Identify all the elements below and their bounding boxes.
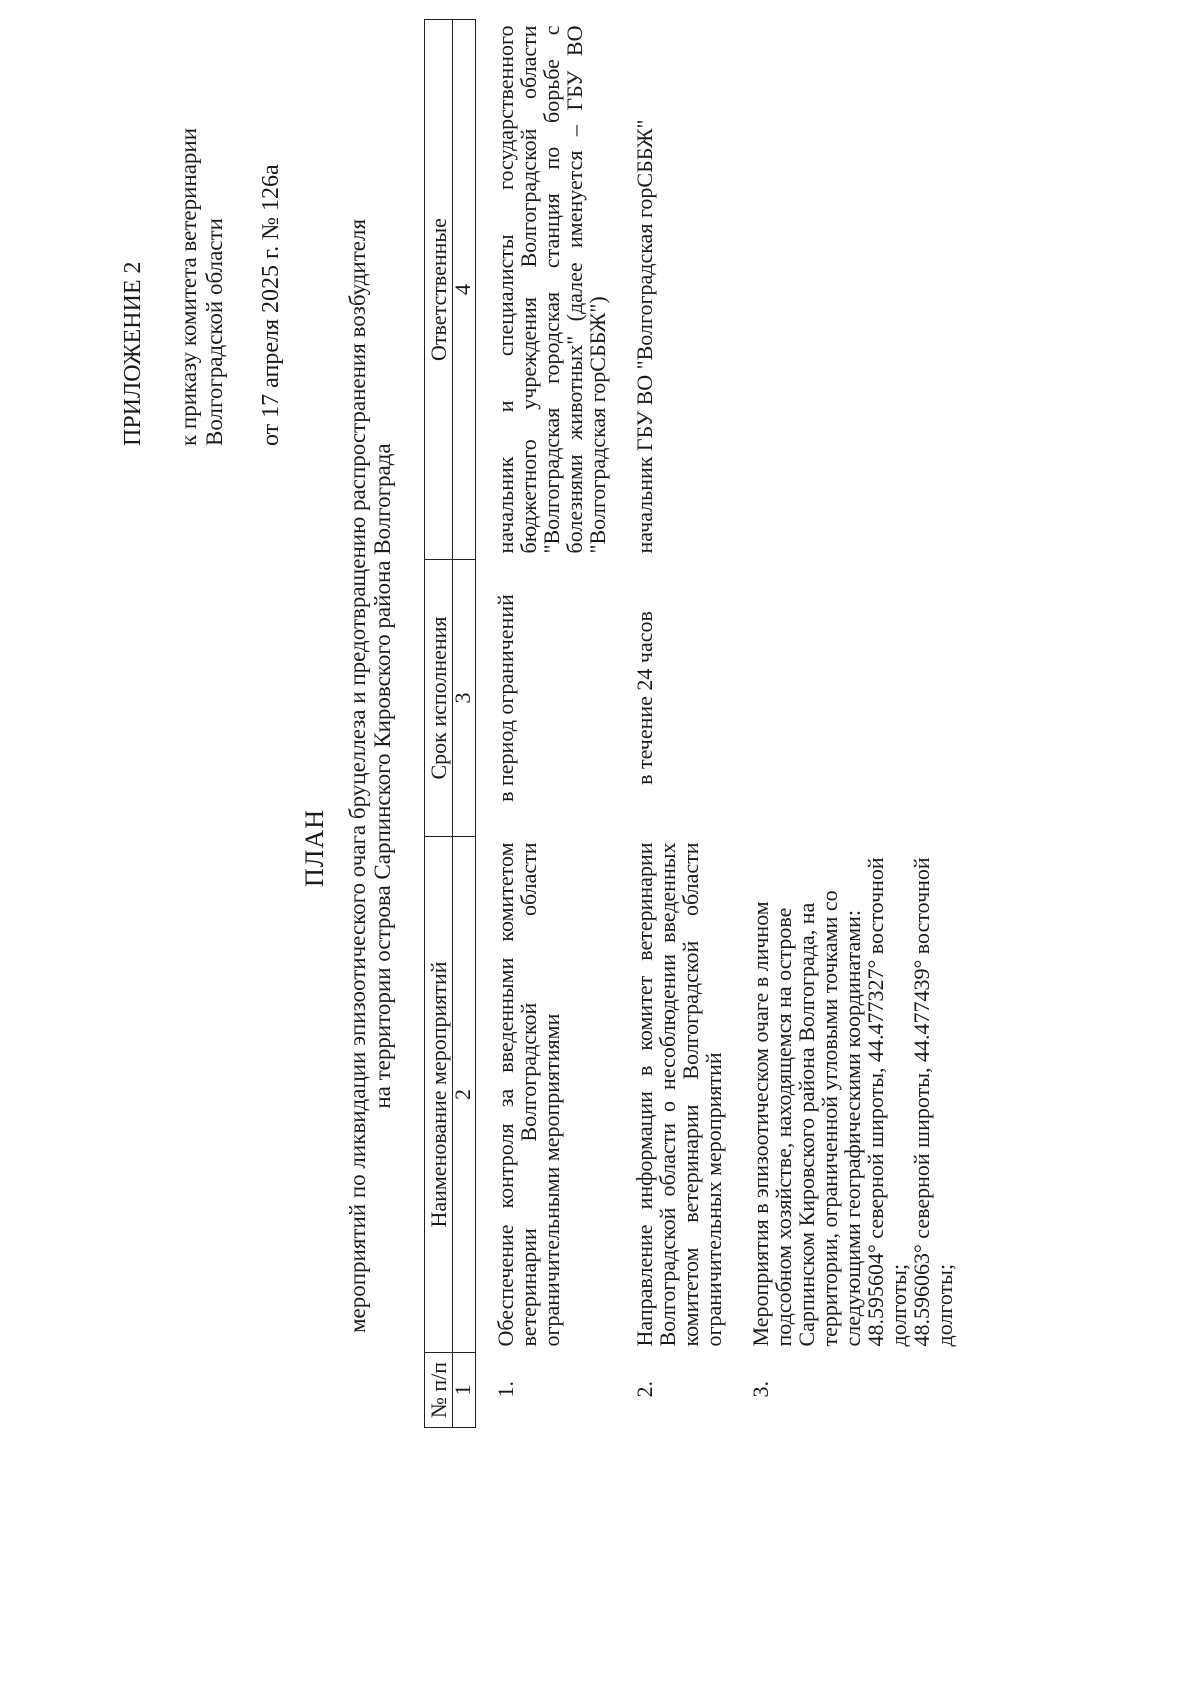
activity-name: Направление информации в комитет ветеринарии Волгоградской области о несоблюдении введенных комитетом ветеринарии Волгоградской области ограничительных мероприятий — [632, 842, 726, 1347]
appendix-order-line: Волгоградской области — [202, 218, 227, 446]
activity-name: Мероприятия в эпизоотическом очаге в личном подсобном хозяйстве, находящемся на острове Сарпинском Кировского района Волгограда, на территории, ограниченной угловыми точками со следующими географическими координатами: — [748, 890, 865, 1347]
plan-table — [424, 19, 962, 1428]
header-responsible: Ответственные — [425, 20, 453, 560]
deadline: в течение 24 часов — [632, 611, 657, 785]
responsible: начальник ГБУ ВО "Волгоградская горСББЖ" — [632, 119, 657, 554]
column-number: 3 — [453, 560, 476, 837]
table-row — [476, 20, 616, 1428]
coordinate-line: 48.596063° северной широты, 44.477439° восточной долготы; — [909, 857, 957, 1347]
table-row — [731, 20, 962, 1428]
appendix-order-reference — [176, 26, 228, 446]
column-number-row — [453, 20, 476, 1428]
activity-name: Обеспечение контроля за введенными комитетом ветеринарии Волгоградской области ограничительными мероприятиями — [493, 842, 564, 1347]
plan-subtitle — [345, 216, 395, 1336]
deadline — [731, 560, 962, 837]
table-row — [615, 20, 731, 1428]
header-activity-name: Наименование мероприятий — [425, 837, 453, 1353]
column-number: 1 — [453, 1353, 476, 1428]
coordinate-line: 48.595604° северной широты, 44.477327° восточной долготы; — [863, 857, 911, 1347]
deadline: в период ограничений — [493, 594, 518, 802]
row-number: 2. — [632, 1381, 657, 1398]
appendix-date: от 17 апреля 2025 г. № 126а — [258, 164, 284, 446]
appendix-order-line: к приказу комитета ветеринарии — [176, 127, 201, 446]
column-number: 2 — [453, 837, 476, 1353]
row-number: 1. — [493, 1381, 518, 1398]
responsible — [731, 20, 962, 560]
table-header-row — [425, 20, 453, 1428]
plan-title: ПЛАН — [300, 809, 329, 887]
header-number: № п/п — [425, 1353, 453, 1428]
appendix-block — [120, 26, 284, 446]
header-deadline: Срок исполнения — [425, 560, 453, 837]
column-number: 4 — [453, 20, 476, 560]
activity-cell — [731, 837, 962, 1353]
plan-subtitle-line: на территории острова Сарпинского Кировского района Волгограда — [370, 443, 395, 1109]
row-number: 3. — [748, 1381, 773, 1398]
responsible: начальник и специалисты государственного бюджетного учреждения Волгоградской области "Волгоградская городская станция по борьбе с болезнями животных" (далее именуется – ГБУ ВО "Волгоградская горСББЖ") — [493, 25, 610, 554]
appendix-title: ПРИЛОЖЕНИЕ 2 — [120, 261, 146, 446]
plan-subtitle-line: мероприятий по ликвидации эпизоотического очага бруцеллеза и предотвращению распространения возбудителя — [345, 218, 370, 1334]
